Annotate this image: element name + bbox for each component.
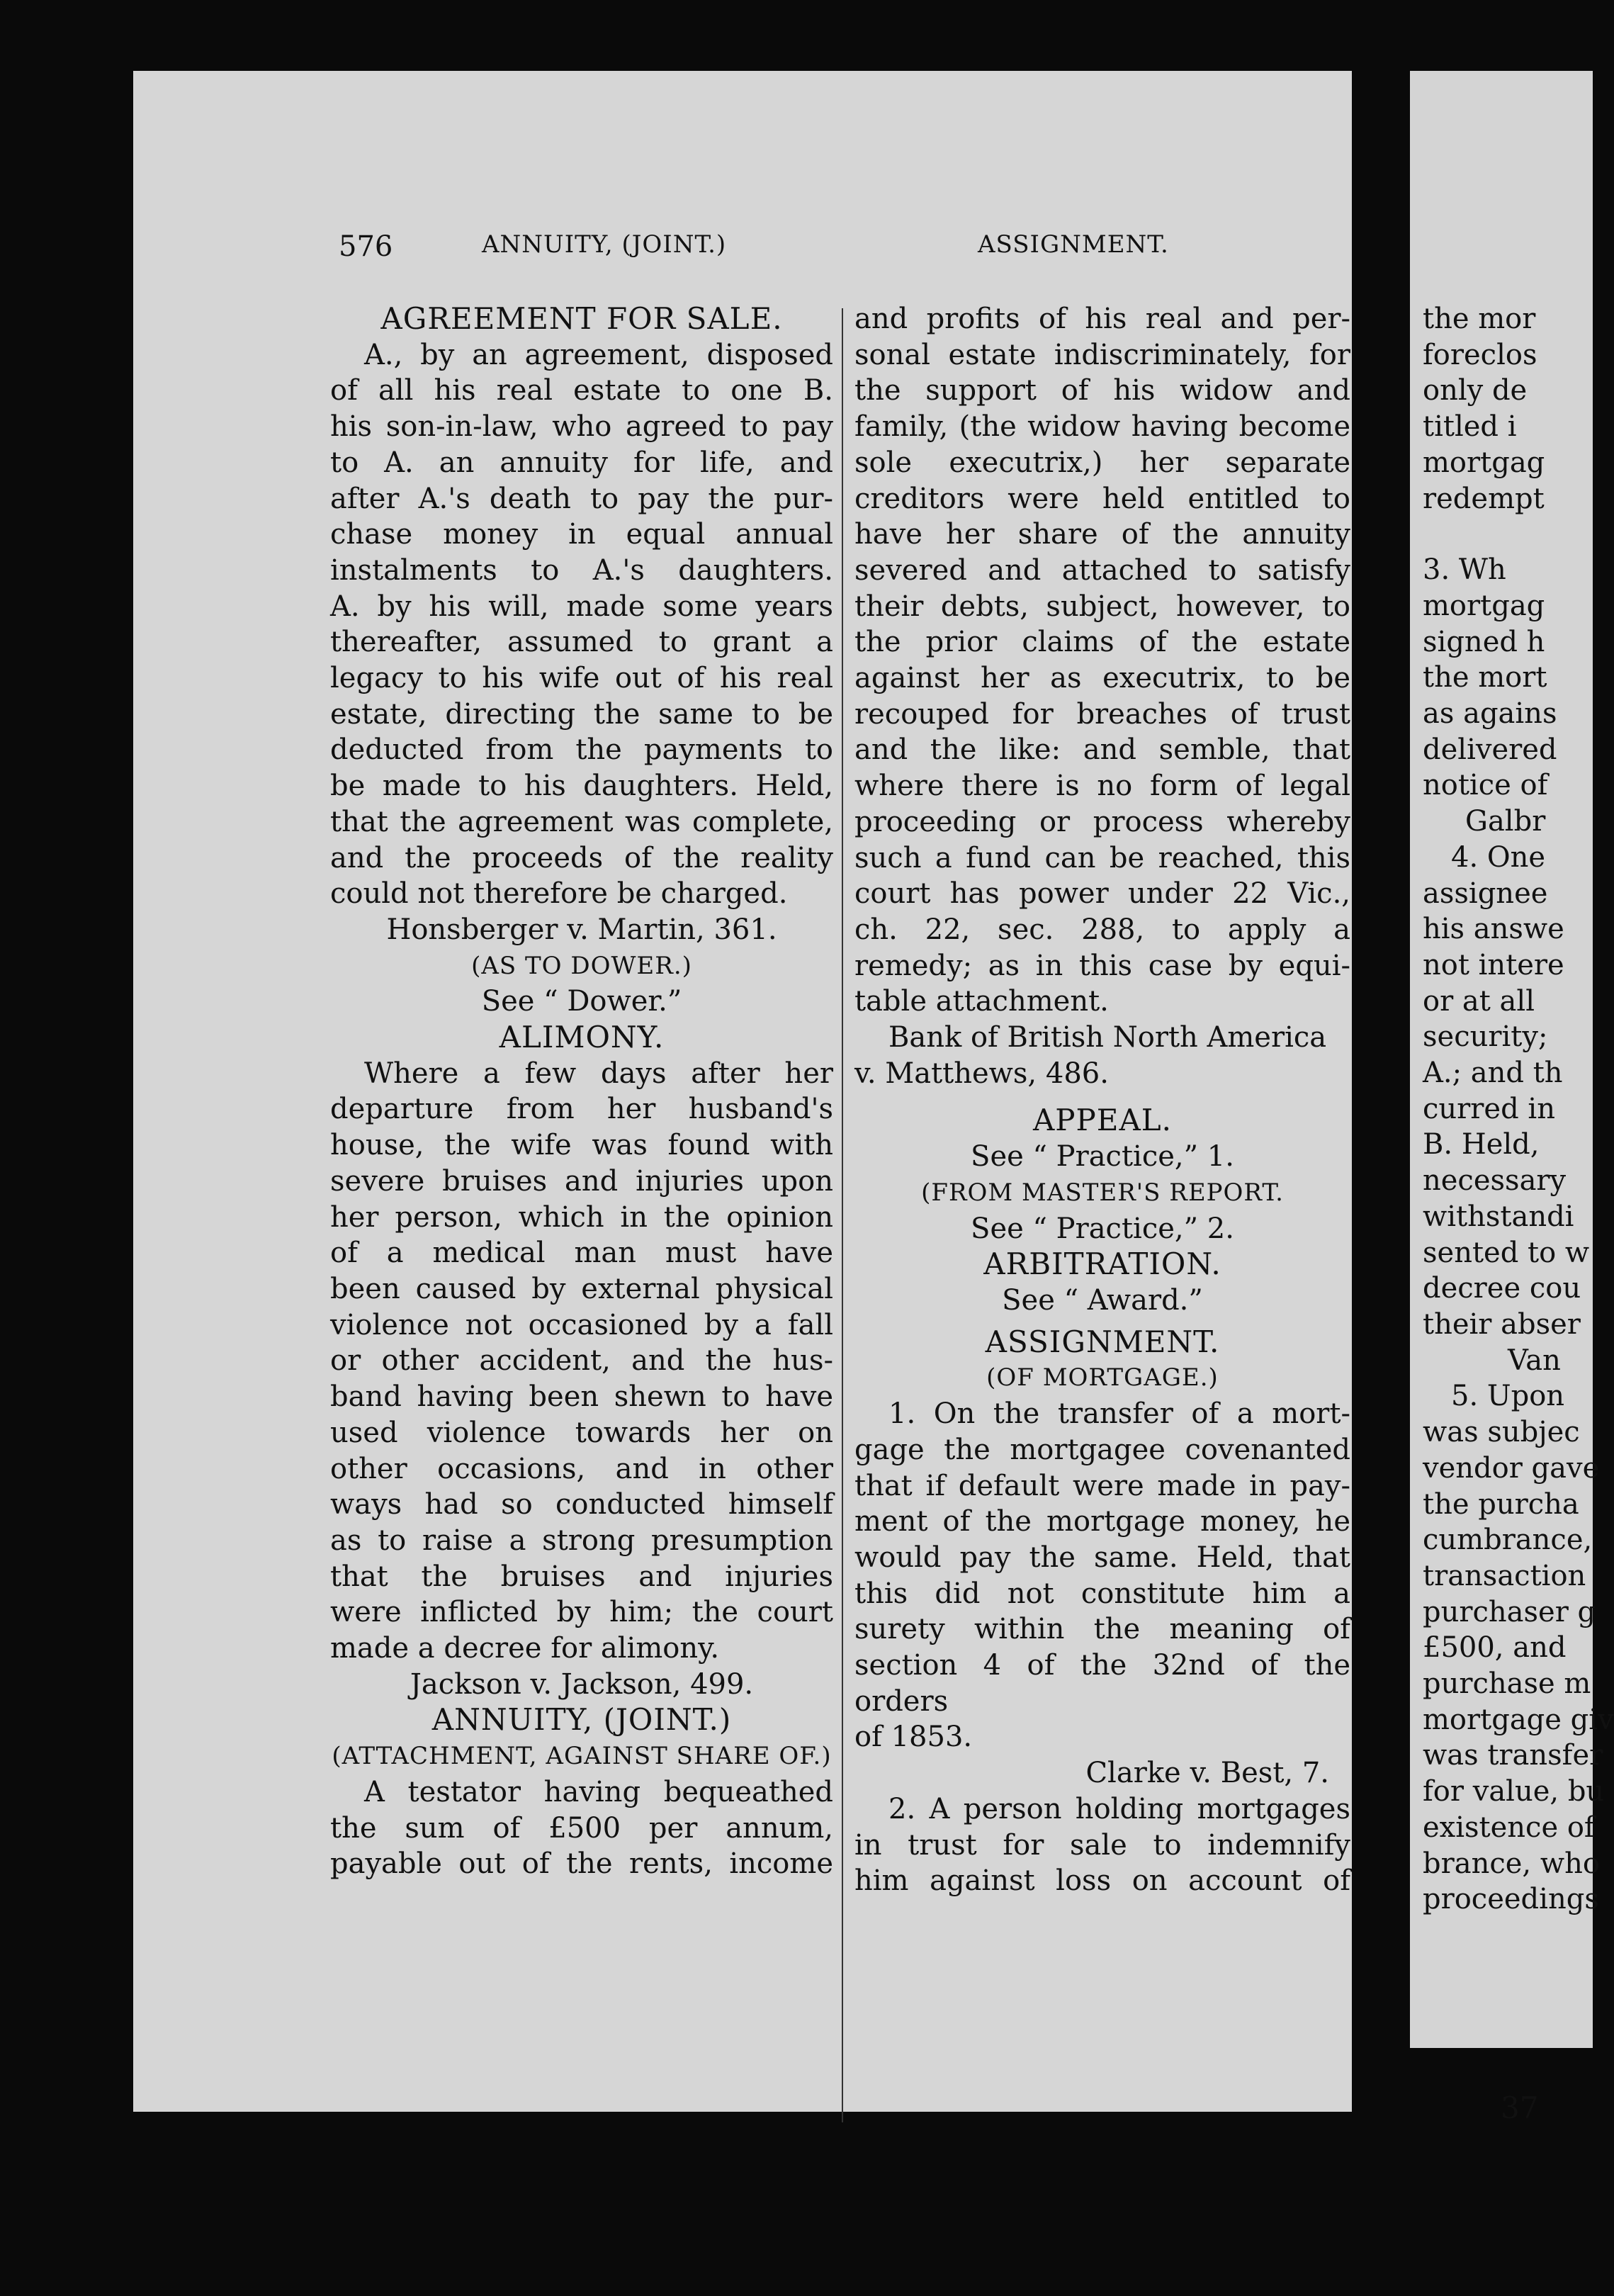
page-number: 576 (339, 230, 393, 263)
text-line: that the agreement was complete, (330, 805, 833, 838)
column-2 (854, 301, 1350, 1899)
text-line: 2. A person holding mortgages (888, 1792, 1350, 1825)
text-line: the support of his widow and (854, 374, 1350, 407)
column-3-partial (1423, 301, 1614, 1918)
text-line: estate, directing the same to be (330, 697, 833, 731)
text-line: be made to his daughters. Held, (330, 770, 833, 803)
case-citation: Honsberger v. Martin, 361. (386, 913, 777, 946)
text-line: that if default were made in pay- (854, 1469, 1350, 1502)
text-line: for value, bu (1423, 1775, 1605, 1808)
text-line: titled i (1423, 410, 1517, 444)
case-citation: Clarke v. Best, 7. (1085, 1757, 1329, 1790)
cross-reference: See “ Award.” (1002, 1283, 1203, 1317)
text-line: instalments to A.'s daughters. (330, 553, 833, 587)
text-line: 5. Upon (1451, 1380, 1565, 1413)
text-line: severe bruises and injuries upon (330, 1164, 833, 1198)
text-line: assignee (1423, 877, 1548, 910)
text-line: mortgage giv (1423, 1703, 1614, 1736)
text-line: his answe (1423, 913, 1564, 946)
text-line: after A.'s death to pay the pur- (330, 482, 833, 515)
text-line: gage the mortgagee covenanted (854, 1433, 1350, 1466)
text-line: ways had so conducted himself (330, 1488, 833, 1521)
signature-mark: 37 (1501, 2090, 1539, 2125)
text-line: curred in (1423, 1092, 1555, 1125)
text-line: Galbr (1465, 805, 1546, 838)
text-line: as to raise a strong presumption (330, 1524, 833, 1557)
text-line: was transfer (1423, 1739, 1603, 1772)
text-line: or at all (1423, 984, 1535, 1018)
text-line: withstandi (1423, 1200, 1574, 1233)
cross-reference: See “ Practice,” 2. (971, 1212, 1234, 1245)
text-line: A. by his will, made some years (330, 590, 833, 623)
text-line: mortgag (1423, 589, 1545, 622)
text-line: surety within the meaning of (854, 1613, 1350, 1646)
text-line: where there is no form of legal (854, 770, 1350, 803)
text-line: house, the wife was found with (330, 1129, 833, 1162)
text-line: necessary (1423, 1164, 1567, 1198)
text-line: their abser (1423, 1307, 1581, 1341)
text-line: ment of the mortgage money, he (854, 1505, 1350, 1538)
case-citation: Bank of British North America (888, 1021, 1327, 1054)
text-line: could not therefore be charged. (330, 877, 788, 911)
text-line: mortgag (1423, 446, 1545, 479)
text-line: 1. On the transfer of a mort- (888, 1397, 1350, 1431)
text-line: such a fund can be reached, this (854, 841, 1350, 874)
text-line: and the proceeds of the reality (330, 841, 833, 874)
text-line: court has power under 22 Vic., (854, 877, 1350, 911)
text-line: violence not occasioned by a fall (330, 1308, 833, 1341)
text-line: and the like: and semble, that (854, 733, 1350, 767)
text-line: ch. 22, sec. 288, to apply a (854, 913, 1350, 946)
text-line: this did not constitute him a (854, 1577, 1350, 1610)
text-line: proceeding or process whereby (854, 805, 1350, 838)
text-line: of all his real estate to one B. (330, 374, 833, 407)
text-line: made a decree for alimony. (330, 1632, 720, 1665)
text-line: redempt (1423, 482, 1545, 515)
text-line: sole executrix,) her separate (854, 446, 1350, 479)
heading-assignment: ASSIGNMENT. (985, 1324, 1220, 1359)
text-line (1423, 517, 1593, 552)
text-line: the purcha (1423, 1487, 1579, 1521)
cross-reference: See “ Dower.” (481, 985, 682, 1018)
text-line: in trust for sale to indemnify (854, 1828, 1350, 1862)
text-line: decree cou (1423, 1272, 1581, 1305)
text-line: sented to w (1423, 1236, 1590, 1269)
running-head-right: ASSIGNMENT. (978, 230, 1169, 259)
text-line: purchase m (1423, 1667, 1591, 1701)
text-line: against her as executrix, to be (854, 662, 1350, 695)
subheading: (ATTACHMENT, AGAINST SHARE OF.) (332, 1742, 832, 1771)
text-line: notice of (1423, 769, 1548, 802)
text-line: departure from her husband's (330, 1093, 833, 1126)
text-line: the prior claims of the estate (854, 626, 1350, 659)
text-line: would pay the same. Held, that (854, 1541, 1350, 1574)
text-line: not intere (1423, 948, 1564, 981)
text-line: table attachment. (854, 985, 1109, 1018)
subheading: (OF MORTGAGE.) (986, 1363, 1219, 1392)
text-line: payable out of the rents, income (330, 1847, 833, 1881)
text-line: Van (1508, 1344, 1561, 1377)
text-line: the sum of £500 per annum, (330, 1811, 833, 1845)
text-line: A.; and th (1423, 1057, 1563, 1090)
subheading: (AS TO DOWER.) (471, 951, 692, 980)
case-citation: v. Matthews, 486. (854, 1057, 1109, 1090)
text-line: A., by an agreement, disposed (364, 338, 833, 371)
text-line: brance, who (1423, 1847, 1600, 1880)
text-line: 4. One (1451, 840, 1546, 874)
text-line: was subjec (1423, 1416, 1580, 1449)
column-1 (330, 301, 833, 1882)
cross-reference: See “ Practice,” 1. (971, 1140, 1234, 1174)
text-line: thereafter, assumed to grant a (330, 626, 833, 659)
text-line: him against loss on account of (854, 1864, 1350, 1898)
text-line: remedy; as in this case by equi- (854, 949, 1350, 982)
text-line: family, (the widow having become (854, 410, 1350, 444)
text-line: £500, and (1423, 1631, 1567, 1665)
text-line: legacy to his wife out of his real (330, 662, 833, 695)
text-line: section 4 of the 32nd of the orders (854, 1649, 1350, 1718)
text-line: purchaser g (1423, 1595, 1596, 1628)
text-line: only de (1423, 374, 1528, 407)
text-line: as agains (1423, 697, 1557, 731)
heading-arbitration: ARBITRATION. (983, 1247, 1221, 1282)
text-line: existence of (1423, 1811, 1595, 1844)
text-line: been caused by external physical (330, 1272, 833, 1305)
text-line: Where a few days after her (364, 1057, 833, 1090)
text-line: creditors were held entitled to (854, 482, 1350, 515)
text-line: the mort (1423, 661, 1547, 694)
heading-appeal: APPEAL. (1032, 1103, 1173, 1138)
heading-agreement-for-sale: AGREEMENT FOR SALE. (380, 301, 783, 336)
text-line: deducted from the payments to (330, 733, 833, 767)
text-line: or other accident, and the hus- (330, 1344, 833, 1378)
text-line: A testator having bequeathed (364, 1775, 833, 1808)
text-line: vendor gave (1423, 1451, 1600, 1485)
text-line: have her share of the annuity (854, 518, 1350, 551)
text-line: signed h (1423, 625, 1545, 658)
text-line: of a medical man must have (330, 1237, 833, 1270)
text-line: foreclos (1423, 338, 1537, 371)
heading-alimony: ALIMONY. (499, 1020, 665, 1055)
text-line: chase money in equal annual (330, 518, 833, 551)
text-line: her person, which in the opinion (330, 1200, 833, 1234)
text-line: were inflicted by him; the court (330, 1596, 833, 1629)
text-line: his son-in-law, who agreed to pay (330, 410, 833, 444)
text-line: 3. Wh (1423, 553, 1506, 587)
heading-annuity: ANNUITY, (JOINT.) (431, 1702, 732, 1738)
text-line: the mor (1423, 303, 1536, 335)
text-line: to A. an annuity for life, and (330, 446, 833, 479)
text-line: B. Held, (1423, 1128, 1540, 1161)
text-line: that the bruises and injuries (330, 1560, 833, 1593)
text-line: cumbrance, (1423, 1524, 1593, 1557)
text-line: and profits of his real and per- (854, 303, 1350, 335)
text-line: proceedings (1423, 1883, 1599, 1916)
column-divider (842, 308, 843, 2122)
text-line: band having been shewn to have (330, 1380, 833, 1414)
case-citation: Jackson v. Jackson, 499. (410, 1667, 754, 1701)
text-line: other occasions, and in other (330, 1452, 833, 1485)
text-line: recouped for breaches of trust (854, 697, 1350, 731)
subheading: (FROM MASTER'S REPORT. (921, 1178, 1284, 1207)
text-line: severed and attached to satisfy (854, 553, 1350, 587)
text-line: security; (1423, 1020, 1548, 1054)
text-line: delivered (1423, 733, 1557, 766)
text-line: used violence towards her on (330, 1416, 833, 1449)
text-line: their debts, subject, however, to (854, 590, 1350, 623)
text-line: transaction (1423, 1559, 1586, 1592)
text-line: of 1853. (854, 1721, 973, 1754)
text-line: sonal estate indiscriminately, for (854, 338, 1350, 371)
running-head-left: ANNUITY, (JOINT.) (482, 230, 727, 259)
